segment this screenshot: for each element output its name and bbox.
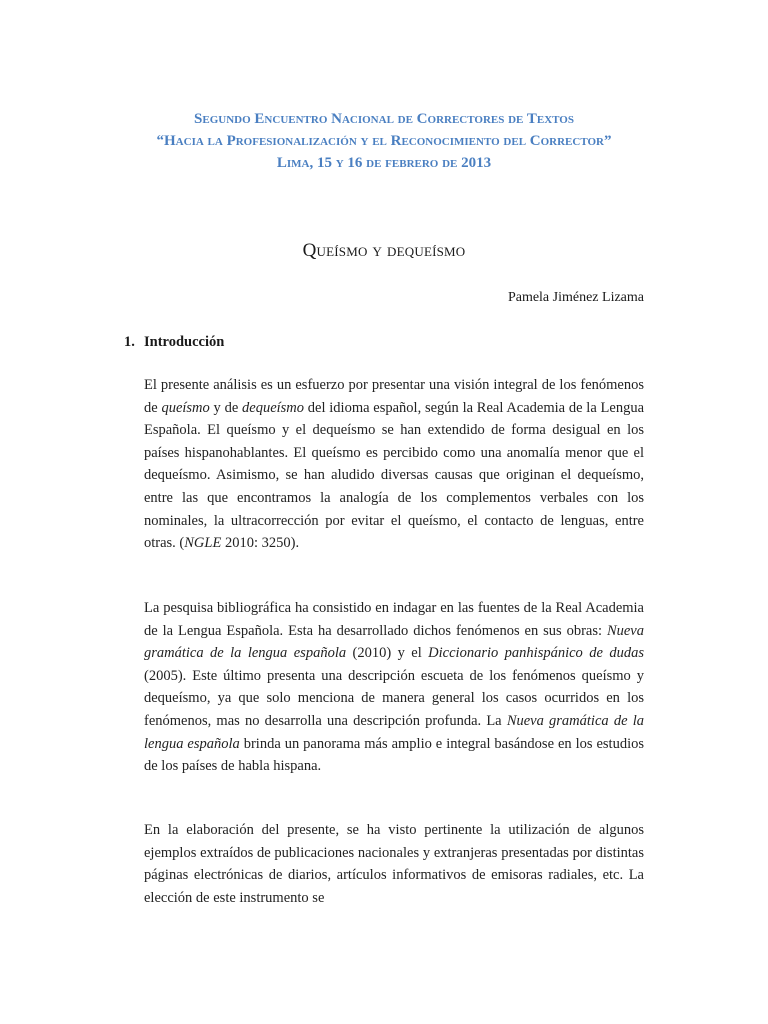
- term-dequeismo: dequeísmo: [242, 399, 305, 416]
- paragraph-1-text-c: del idioma español, según la Real Academia de la Lengua Española. El queísmo y el dequeísmo se han extendido de forma desigual en los países hispanohablantes. El queísmo es percibido como una anomalía menor que el dequeísmo. Asimismo, se han aludido diversas causas que originan el dequeísmo, entre las que encontramos la analogía de los complementos verbales con los nominales, la ultracorrección por evitar el queísmo, el contacto de lenguas, entre otras. (: [144, 399, 645, 552]
- work-title-nueva-gramatica: Nueva gramática de la lengua española: [144, 622, 644, 662]
- conference-name: Segundo Encuentro Nacional de Correctores de Textos: [194, 111, 574, 127]
- paragraph-3: [144, 819, 644, 909]
- paragraph-2-text-c: (2005). Este último presenta una descripción escueta de los fenómenos queísmo y dequeísmo, ya que solo menciona de manera general los casos ocurridos en los fenómenos, mas no desarrolla una descripción profunda. La: [144, 667, 644, 729]
- paragraph-2-text-a: La pesquisa bibliográfica ha consistido en indagar en las fuentes de la Real Academia de la Lengua Española. Esta ha desarrollado dichos fenómenos en sus obras:: [144, 600, 644, 639]
- section-number: 1.: [124, 334, 135, 350]
- document-title: Queísmo y dequeísmo: [302, 240, 466, 261]
- section-label: Introducción: [144, 334, 225, 350]
- conference-location-date: Lima, 15 y 16 de febrero de 2013: [276, 155, 492, 171]
- work-title-nueva-gramatica-2: Nueva gramática de la lengua española: [144, 712, 644, 752]
- citation-ngle: NGLE: [184, 535, 222, 552]
- paragraph-1-text-a: El presente análisis es un esfuerzo por presentar una visión integral de los fenómenos de: [144, 377, 644, 416]
- author-name: Pamela Jiménez Lizama: [507, 290, 644, 305]
- paragraph-2-text-b: (2010) y el: [346, 645, 429, 662]
- term-queismo: queísmo: [161, 399, 210, 416]
- paragraph-1-text-b: y de: [209, 399, 243, 416]
- conference-header: [0, 108, 768, 174]
- paragraph-2-text-d: brinda un panorama más amplio e integral basándose en los estudios de los países de habla hispana.: [144, 735, 644, 775]
- paragraph-1: [144, 374, 644, 555]
- paragraph-1-text-d: 2010: 3250).: [221, 535, 300, 552]
- paragraph-2: [144, 597, 644, 778]
- work-title-diccionario: Diccionario panhispánico de dudas: [428, 645, 644, 662]
- conference-theme: “Hacia la Profesionalización y el Reconocimiento del Corrector”: [156, 133, 612, 149]
- paragraph-3-text: En la elaboración del presente, se ha visto pertinente la utilización de algunos ejemplos extraídos de publicaciones nacionales y extranjeras presentadas por distintas páginas electrónicas de diarios, artículos informativos de emisoras radiales, etc. La elección de este instrumento se: [144, 822, 644, 906]
- section-heading: [124, 334, 224, 351]
